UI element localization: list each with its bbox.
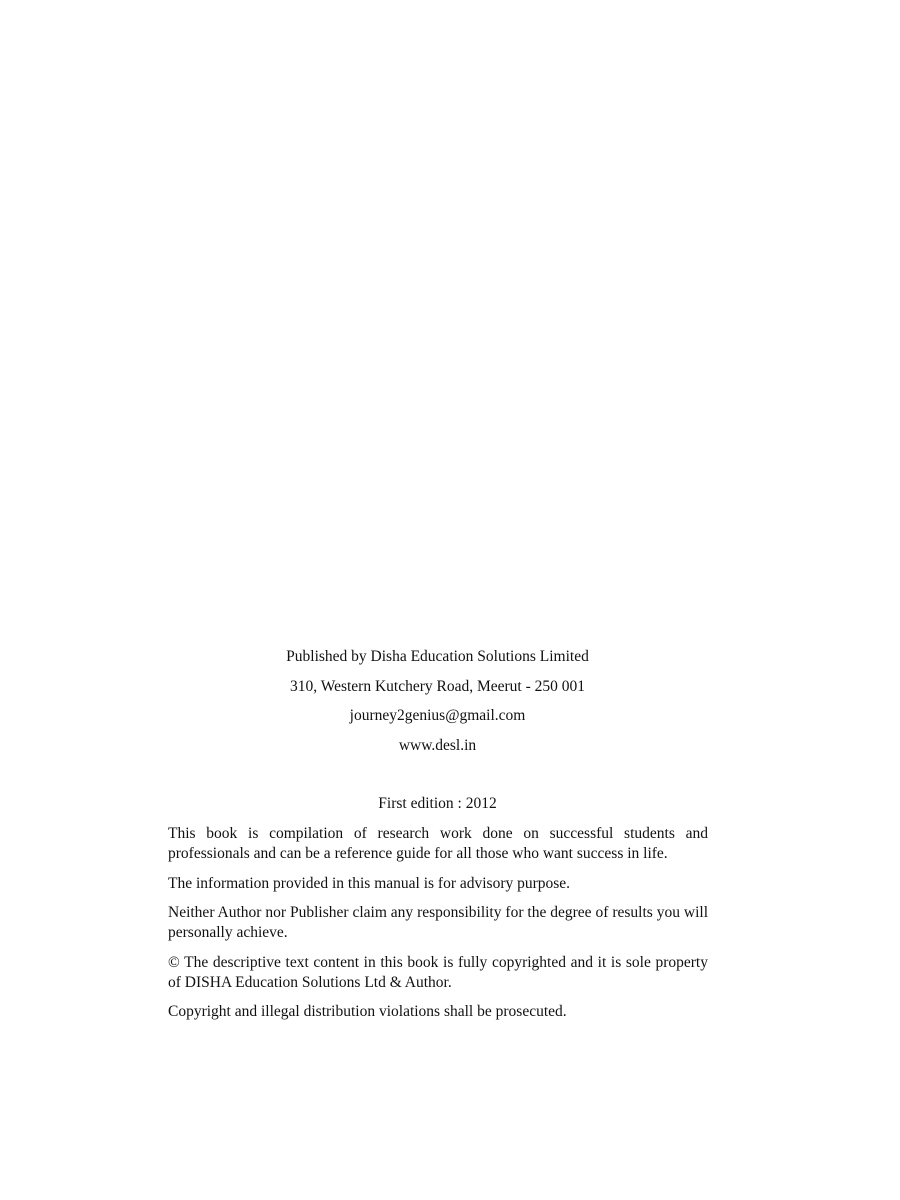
publisher-name: Published by Disha Education Solutions Limited: [286, 648, 589, 665]
legal-notices: [168, 824, 708, 1032]
publisher-email: journey2genius@gmail.com: [349, 707, 526, 724]
publisher-address: 310, Western Kutchery Road, Meerut - 250 001: [289, 677, 586, 695]
notice-compilation: This book is compilation of research work done on successful students and professionals and can be a reference guide for all those who want success in life.: [168, 825, 708, 862]
edition-text: First edition : 2012: [378, 795, 497, 812]
notice-advisory: The information provided in this manual is for advisory purpose.: [168, 874, 571, 892]
publisher-info: [0, 646, 900, 764]
publisher-website: www.desl.in: [398, 736, 477, 754]
notice-disclaimer: Neither Author nor Publisher claim any responsibility for the degree of results you will personally achieve.: [168, 904, 708, 941]
edition-info: [0, 793, 900, 815]
notice-copyright: © The descriptive text content in this book is fully copyrighted and it is sole property of DISHA Education Solutions Ltd & Author.: [168, 953, 708, 991]
notice-prosecution: Copyright and illegal distribution violations shall be prosecuted.: [168, 1003, 567, 1020]
